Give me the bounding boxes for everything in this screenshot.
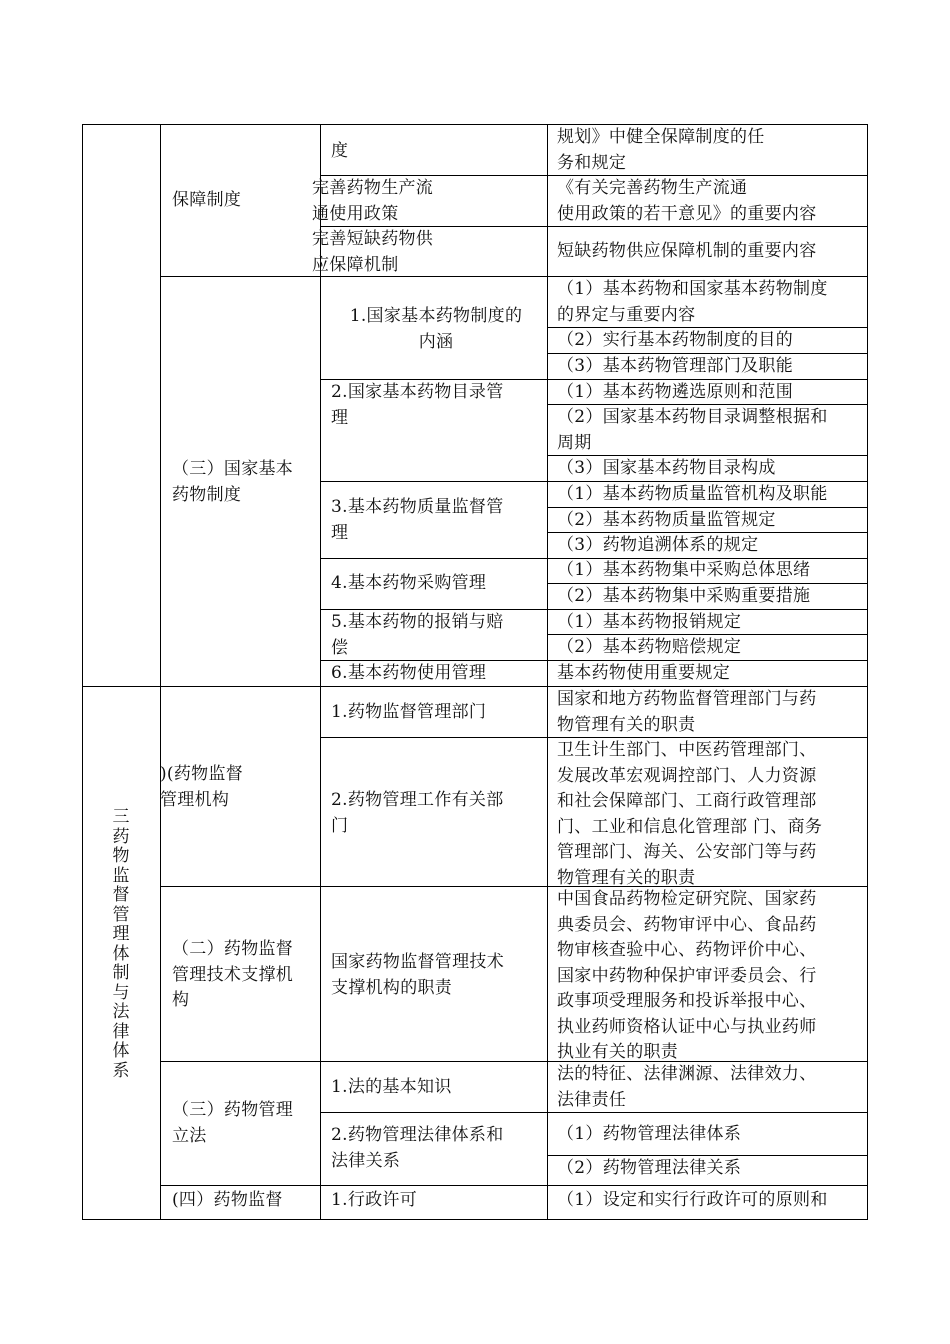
cell-guihua: 规划》中健全保障制度的任 务和规定 <box>557 127 765 173</box>
item-detail: （3）药物追溯体系的规定 <box>557 535 759 555</box>
item-label-6: 6.基本药物使用管理 <box>331 663 487 683</box>
item-detail: （1）基本药物报销规定 <box>557 612 742 632</box>
item-label: 1.药物监督管理部门 <box>331 702 487 722</box>
item-label-3: 3.基本药物质量监督管 理 <box>331 497 504 543</box>
item-label: 2.药物管理工作有关部 门 <box>331 790 504 836</box>
item-label: 1.法的基本知识 <box>331 1077 452 1097</box>
item-detail: （1）基本药物质量监管机构及职能 <box>557 484 828 504</box>
item-detail: （2）实行基本药物制度的目的 <box>557 330 794 350</box>
item-label: 国家药物监督管理技术 支撑机构的职责 <box>331 952 504 998</box>
section-title-tech-support: （二）药物监督 管理技术支撑机 构 <box>172 939 294 1010</box>
item-detail: （2）基本药物质量监管规定 <box>557 510 776 530</box>
item-label-5: 5.基本药物的报销与赔 偿 <box>331 612 504 658</box>
section-title-essential-drugs: （三）国家基本 药物制度 <box>172 459 294 505</box>
item-detail: （1）基本药物集中采购总体思绪 <box>557 560 811 580</box>
row-divider <box>160 1185 868 1186</box>
table-right-border <box>867 124 868 1220</box>
item-detail: （2）药物管理法律关系 <box>557 1158 742 1178</box>
item-detail: （1）药物管理法律体系 <box>557 1124 742 1144</box>
table-bottom-border <box>82 1219 868 1220</box>
column-divider-3 <box>547 124 548 1220</box>
cell-wanshan-duanque: 完善短缺药物供 应保障机制 <box>312 229 434 275</box>
part-title-vertical: 三 药物监督管理体制与法律体系 <box>112 807 135 1081</box>
cell-duanque-jizhi: 短缺药物供应保障机制的重要内容 <box>557 241 817 261</box>
item-detail: 中国食品药物检定研究院、国家药 典委员会、药物审评中心、食品药 物审核查验中心、药物评价中心、 国家中药物种保护审评委员会、行 政事项受理服务和投诉举报中心、 执业药师资格认证中心与执业药师 执业有关的职责 <box>557 889 817 1062</box>
item-label-4: 4.基本药物采购管理 <box>331 573 487 593</box>
column-divider-1 <box>160 124 161 1220</box>
item-label-2: 2.国家基本药物目录管 理 <box>331 382 504 428</box>
section-title-legislation: （三）药物管理 立法 <box>172 1100 294 1146</box>
item-detail: （2）基本药物赔偿规定 <box>557 637 742 657</box>
section-title-agencies: )(药物监督 管理机构 <box>160 764 244 810</box>
item-detail: 法的特征、法律渊源、法律效力、 法律责任 <box>557 1064 817 1110</box>
item-detail: （3）基本药物管理部门及职能 <box>557 356 794 376</box>
table-left-border <box>82 124 83 1220</box>
item-detail: 卫生计生部门、中医药管理部门、 发展改革宏观调控部门、人力资源 和社会保障部门、工商行政管理部 门、工业和信息化管理部 门、商务 管理部门、海关、公安部门等与药 物管理有关的职责 <box>557 740 823 888</box>
item-detail: （1）基本药物遴选原则和范围 <box>557 382 794 402</box>
item-label: 1.行政许可 <box>331 1190 418 1210</box>
cell-youguan-yijian: 《有关完善药物生产流通 使用政策的若干意见》的重要内容 <box>557 178 817 224</box>
item-detail: （3）国家基本药物目录构成 <box>557 458 776 478</box>
item-detail: （1）设定和实行行政许可的原则和 <box>557 1190 828 1210</box>
item-detail: 基本药物使用重要规定 <box>557 663 730 683</box>
cell-du: 度 <box>331 141 349 161</box>
cell-baozhang-zhidu: 保障制度 <box>172 190 242 210</box>
item-detail: （1）基本药物和国家基本药物制度 的界定与重要内容 <box>557 279 828 325</box>
item-detail: （2）国家基本药物目录调整根据和 周期 <box>557 407 828 453</box>
item-label-1: 1.国家基本药物制度的 内涵 <box>349 306 523 352</box>
cell-wanshan-shengchan: 完善药物生产流 通使用政策 <box>312 178 434 224</box>
section-title-supervision: (四）药物监督 <box>172 1190 283 1210</box>
item-detail: （2）基本药物集中采购重要措施 <box>557 586 811 606</box>
item-label: 2.药物管理法律体系和 法律关系 <box>331 1125 504 1171</box>
item-detail: 国家和地方药物监督管理部门与药 物管理有关的职责 <box>557 689 817 735</box>
column-divider-2 <box>320 124 321 1220</box>
